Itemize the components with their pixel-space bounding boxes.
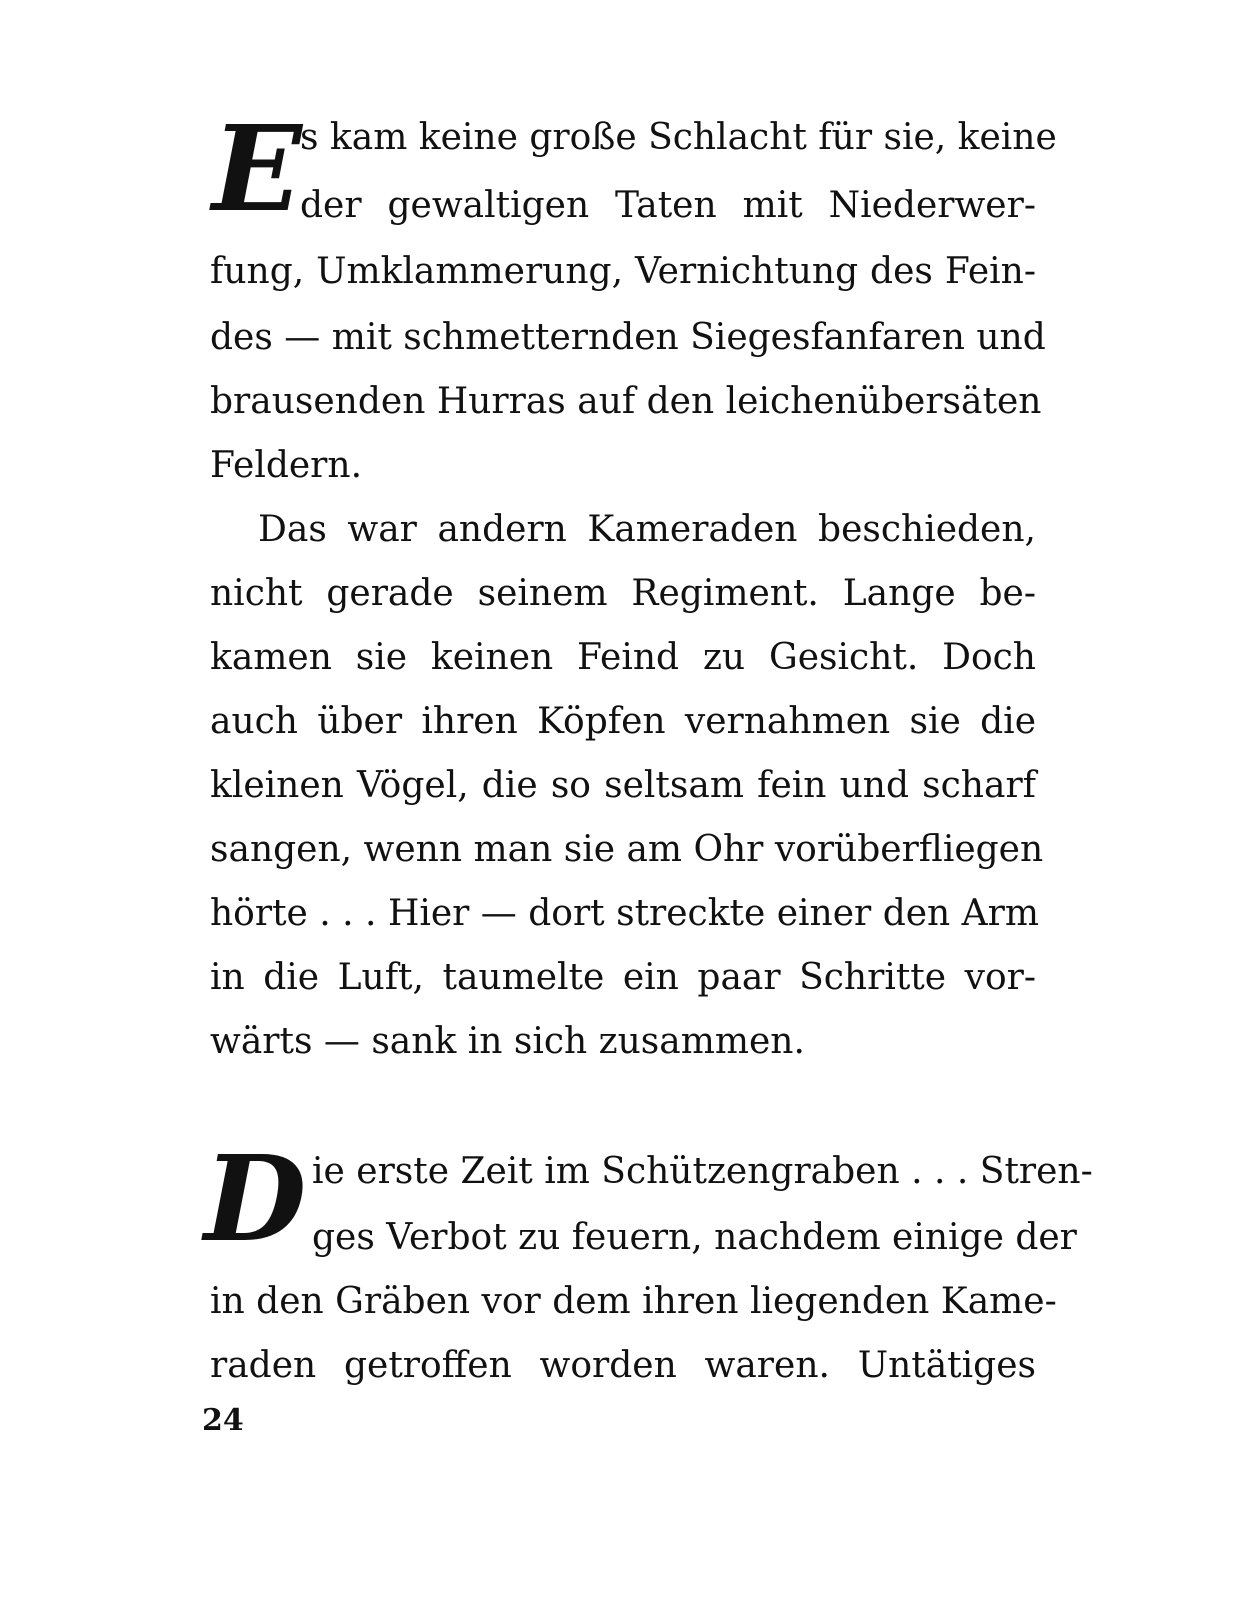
text-line: des — mit schmetternden Siegesfanfaren und <box>210 317 1046 358</box>
text-line: s kam keine große Schlacht für sie, keine <box>300 117 1057 158</box>
text-line: in den Gräben vor dem ihren liegenden Kame- <box>210 1281 1057 1322</box>
text-line: Das war andern Kameraden beschieden, <box>258 509 1036 550</box>
page-number: 24 <box>202 1403 244 1438</box>
text-line: ie erste Zeit im Schützengraben . . . Stren- <box>312 1151 1093 1192</box>
text-line: nicht gerade seinem Regiment. Lange be- <box>210 573 1036 614</box>
text-line: kleinen Vögel, die so seltsam fein und scharf <box>210 765 1036 806</box>
text-line: brausenden Hurras auf den leichenübersäten <box>210 381 1042 422</box>
text-line: Feldern. <box>210 445 363 486</box>
text-line: fung, Umklammerung, Vernichtung des Fein- <box>210 251 1036 292</box>
text-line: der gewaltigen Taten mit Niederwer- <box>300 185 1036 226</box>
dropcap-d: D <box>204 1129 307 1268</box>
dropcap-e: E <box>212 99 302 238</box>
text-line: in die Luft, taumelte ein paar Schritte vor- <box>210 957 1036 998</box>
text-line: hörte . . . Hier — dort streckte einer den Arm <box>210 893 1040 934</box>
text-line: sangen, wenn man sie am Ohr vorüberfliegen <box>210 829 1044 870</box>
text-line: ges Verbot zu feuern, nachdem einige der <box>312 1217 1077 1258</box>
text-line: wärts — sank in sich zusammen. <box>210 1021 805 1062</box>
text-line: raden getroffen worden waren. Untätiges <box>210 1345 1036 1386</box>
text-line: kamen sie keinen Feind zu Gesicht. Doch <box>210 637 1036 678</box>
text-line: auch über ihren Köpfen vernahmen sie die <box>210 701 1036 742</box>
